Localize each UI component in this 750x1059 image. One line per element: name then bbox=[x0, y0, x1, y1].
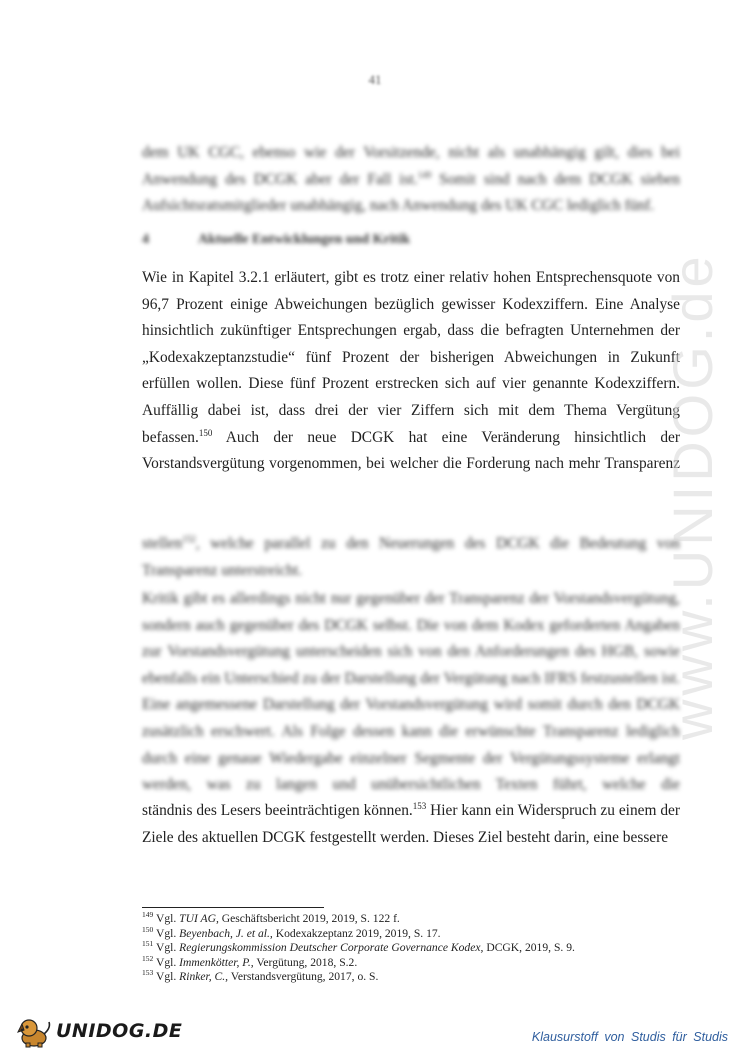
footnote: $^{151}$ Vgl. Regierungskommission Deutscher Corporate Governance Kodex, DCGK, 2019, S. 9. bbox=[142, 939, 575, 955]
footnotes bbox=[142, 912, 682, 985]
dog-mascot-icon bbox=[14, 1014, 54, 1048]
logo-text: UNIDOG.DE bbox=[56, 1020, 183, 1042]
footnote: $^{153}$ Vgl. Rinker, C., Verstandsvergütung, 2017, o. S. bbox=[142, 968, 379, 984]
paragraph-2-text: Kritik gibt es allerdings nicht nur gegenüber der Transparenz der Vorstandsvergütung, sondern auch gegenüber des DCGK selbst. Die von dem Kodex geforderten Angaben zur Vorstandsvergütung unterscheiden sich von den Anforderungen des HGB, sowie ebenfalls ein Unterschied zu der Darstellung der Vergütung nach IFRS festzustellen ist. Eine angemessene Darstellung der Vorstandsvergütung wird somit durch den DCGK zusätzlich erschwert. Als Folge dessen kann die erwünschte Transparenz lediglich durch eine genaue Wiedergabe einzelner Segmente der Vergütungssysteme erlangt werden, was zu langen und unübersichtlichen Texten führt, welche die bbox=[142, 590, 680, 794]
footnote: $^{152}$ Vgl. Immenkötter, P., Vergütung, 2018, S.2. bbox=[142, 953, 358, 969]
paragraph-2-clear bbox=[142, 798, 680, 851]
watermark-text: www.UNIDOG.de bbox=[661, 252, 724, 740]
footnote-ref: 153 bbox=[412, 800, 427, 811]
footnote: $^{149}$ Vgl. TUI AG, Geschäftsbericht 2019, 2019, S. 122 f. bbox=[142, 910, 400, 925]
section-number: 4 bbox=[142, 232, 149, 247]
intro-text-end: Somit sind nach dem DCGK sieben Aufsichtsratsmitglieder unabhängig, nach Anwendung des UK CGC lediglich fünf. bbox=[142, 170, 680, 215]
footnote-divider bbox=[142, 907, 324, 908]
footer-tagline: Klausurstoff von Studis für Studis bbox=[531, 1030, 728, 1044]
section-title: Aktuelle Entwicklungen und Kritik bbox=[198, 232, 410, 247]
footnote-ref: 149 bbox=[417, 169, 432, 180]
section-heading bbox=[142, 232, 680, 248]
unidog-logo[interactable] bbox=[14, 1014, 182, 1048]
paragraph-1-clear bbox=[142, 265, 680, 478]
paragraph-2-text: Hier kann ein Widerspruch zu einem der Ziele des aktuellen DCGK festgestellt werden. Dieses Ziel besteht darin, eine bessere bbox=[142, 802, 680, 846]
intro-text: dem UK CGC, ebenso wie der Vorsitzende, nicht als unabhängig gilt, dies bei Anwendung des DCGK aber der Fall ist. bbox=[142, 144, 680, 188]
paragraph-1-blurred: stellen$^{152}$, welche parallel zu den Neuerungen des DCGK die Bedeutung von Transparenz unterstreicht. bbox=[142, 533, 680, 579]
paragraph-2-text: ständnis des Lesers beeinträchtigen können. bbox=[142, 802, 413, 819]
paragraph-2-blurred bbox=[142, 586, 680, 799]
footnote: $^{150}$ Vgl. Beyenbach, J. et al., Kodexakzeptanz 2019, 2019, S. 17. bbox=[142, 924, 441, 940]
intro-paragraph bbox=[142, 140, 680, 220]
footnote-ref: 150 bbox=[198, 427, 213, 438]
paragraph-1-text: Wie in Kapitel 3.2.1 erläutert, gibt es trotz einer relativ hohen Entsprechensquote von 96,7 Prozent einige Abweichungen bezüglich gewisser Kodexziffern. Eine Analyse hinsichtlich zukünftiger Entsprechungen ergab, dass die befragten Unternehmen der „Kodexakzeptanzstudie“ fünf Prozent der bisherigen Abweichungen in Zukunft erfüllen wollen. Diese fünf Prozent erstrecken sich auf vier genannte Kodexziffern. Auffällig dabei ist, dass drei der vier Ziffern sich mit dem Thema Vergütung befassen. bbox=[142, 269, 680, 446]
paragraph-1-text: Auch der neue DCGK hat eine Veränderung hinsichtlich der Vorstandsvergütung vorgenommen, bei welcher die Forderung nach mehr Transparenz bbox=[142, 428, 680, 473]
page-number: 41 bbox=[368, 72, 382, 87]
